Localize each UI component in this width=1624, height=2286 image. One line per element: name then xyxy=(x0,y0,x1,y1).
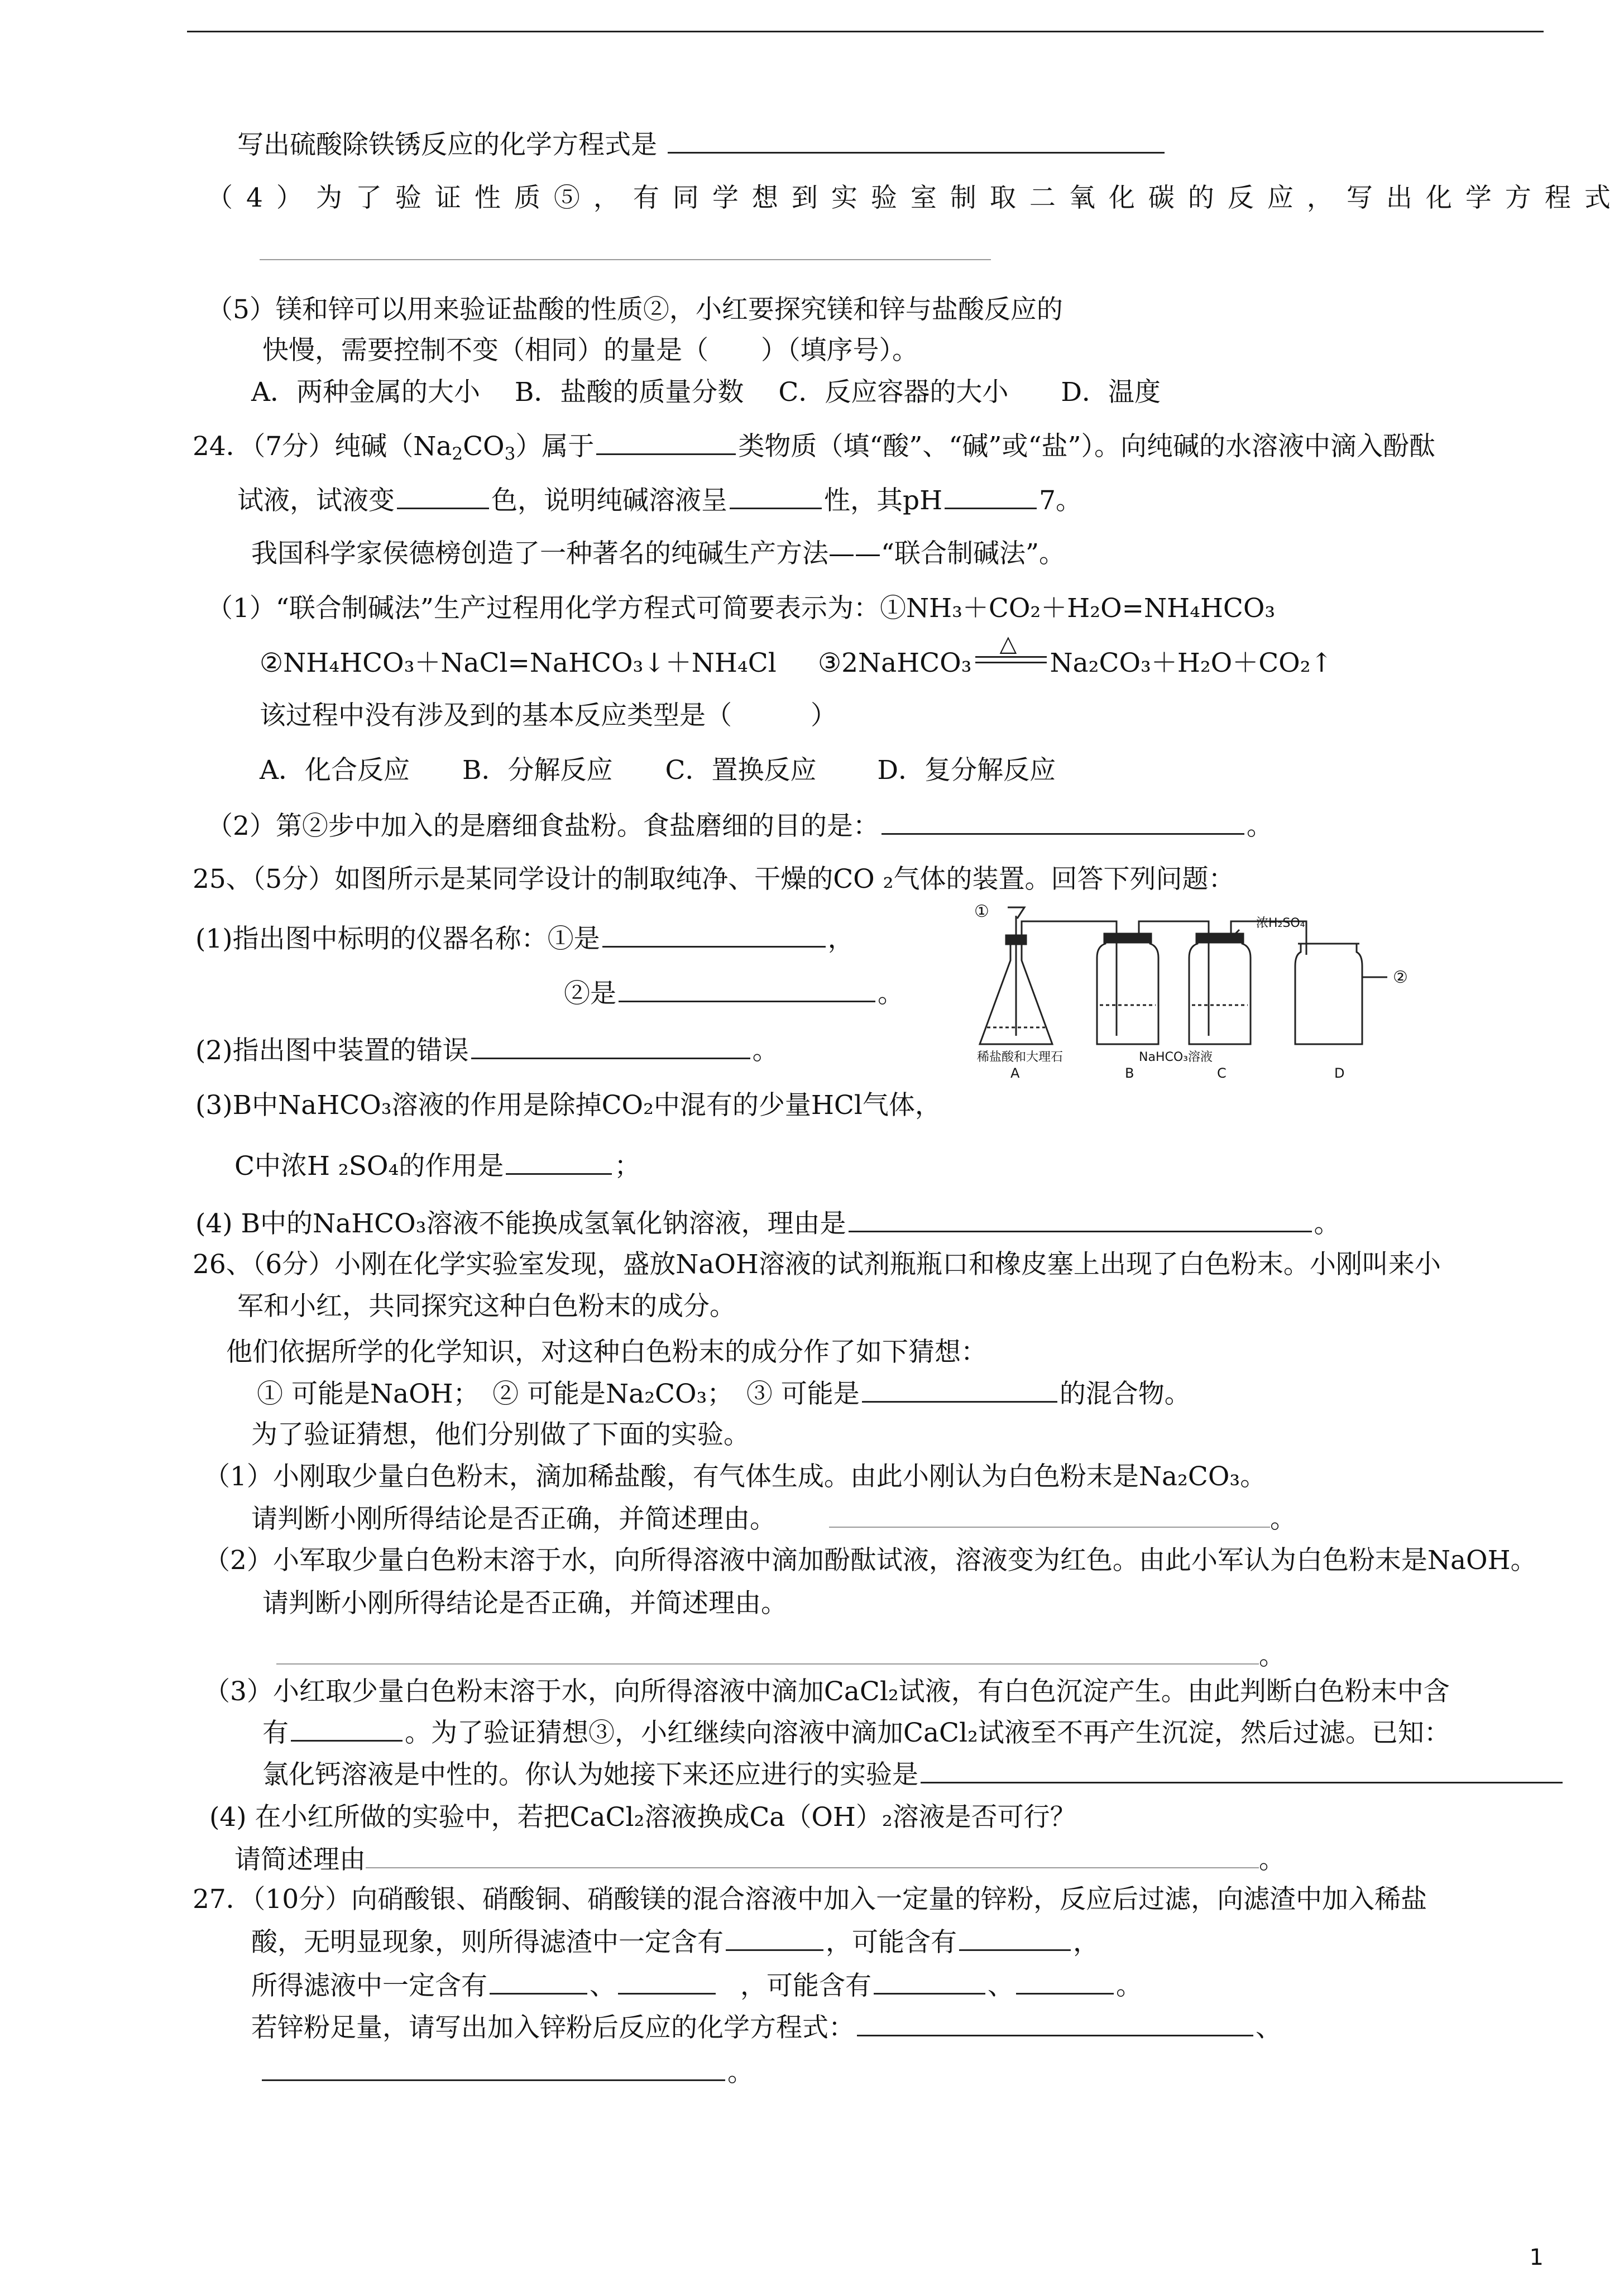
answer-blank[interactable] xyxy=(849,1206,1312,1232)
q24-text: 性，其pH xyxy=(824,485,943,516)
q24-text: 7。 xyxy=(1039,485,1082,516)
answer-blank[interactable] xyxy=(471,1033,750,1059)
caption-a: 稀盐酸和大理石 xyxy=(977,1050,1063,1064)
q27-text: 、 xyxy=(1256,2012,1282,2043)
q25-text: (1)指出图中标明的仪器名称：①是 xyxy=(195,924,600,954)
q27-text: 若锌粉足量，请写出加入锌粉后反应的化学方程式： xyxy=(251,2012,855,2043)
q26-text: 请判断小刚所得结论是否正确，并简述理由。 xyxy=(251,1504,776,1534)
q24-text: CO xyxy=(463,431,505,462)
q23-p4-blank-line xyxy=(260,235,991,269)
answer-blank[interactable] xyxy=(596,429,736,455)
q27-line5: 。 xyxy=(260,2055,754,2089)
answer-blank[interactable] xyxy=(726,1925,823,1951)
gas-jar-d xyxy=(1295,944,1387,1044)
q23-p4: （4）为了验证性质⑤，有同学想到实验室制取二氧化碳的反应，写出化学方程式 xyxy=(207,183,1624,213)
heat-equals-sign xyxy=(972,631,1050,673)
flask-a xyxy=(980,907,1066,1044)
q26-line14: 请简述理由 。 xyxy=(234,1843,1285,1877)
answer-blank[interactable] xyxy=(959,1925,1071,1951)
q25-text: C中浓H ₂SO₄的作用是 xyxy=(234,1151,504,1182)
letter-b: B xyxy=(1125,1065,1134,1081)
answer-blank[interactable] xyxy=(490,1968,587,1995)
q26-line12 xyxy=(262,1757,1565,1792)
q25-title: 25、（5分）如图所示是某同学设计的制取纯净、干燥的CO ₂气体的装置。回答下列问题： xyxy=(193,864,1235,895)
q24-equation3 xyxy=(818,631,1333,680)
q24-text: 24．（7分）纯碱（Na xyxy=(193,431,452,462)
q26-text: ① 可能是NaOH； ② 可能是Na₂CO₃； ③ 可能是 xyxy=(257,1379,860,1409)
q24-text: 试液，试液变 xyxy=(237,485,395,516)
answer-blank[interactable] xyxy=(862,1376,1057,1403)
q26-line13: (4) 在小红所做的实验中，若把CaCl₂溶液换成Ca（OH）₂溶液是否可行？ xyxy=(209,1802,1076,1833)
q26-line10: （3）小红取少量白色粉末溶于水，向所得溶液中滴加CaCl₂试液，有白色沉淀产生。由此判断白色粉末中含 xyxy=(204,1676,1450,1707)
bottle-b xyxy=(1066,921,1189,1044)
q24-text: （2）第②步中加入的是磨细食盐粉。食盐磨细的目的是： xyxy=(207,811,879,841)
q25-p4: (4) B中的NaHCO₃溶液不能换成氢氧化钠溶液，理由是 。 xyxy=(195,1206,1340,1241)
q25-p3b: C中浓H ₂SO₄的作用是 ； xyxy=(234,1149,640,1183)
answer-blank[interactable] xyxy=(857,2010,1253,2036)
q26-line5: 为了验证猜想，他们分别做了下面的实验。 xyxy=(251,1419,750,1450)
q27-line2: 酸，无明显现象，则所得滤渣中一定含有 ，可能含有 ， xyxy=(251,1925,1099,1959)
answer-blank[interactable] xyxy=(882,809,1244,835)
q26-line4 xyxy=(257,1376,1191,1411)
answer-blank[interactable] xyxy=(921,1757,1563,1783)
answer-blank[interactable] xyxy=(366,1843,1259,1868)
q24-equation2: ②NH₄HCO₃＋NaCl=NaHCO₃↓＋NH₄Cl xyxy=(260,648,777,678)
q26-line1: 26、（6分）小刚在化学实验室发现，盛放NaOH溶液的试剂瓶瓶口和橡皮塞上出现了白色粉末。小刚叫来小 xyxy=(193,1249,1441,1280)
q26-line6: （1）小刚取少量白色粉末，滴加稀盐酸，有气体生成。由此小刚认为白色粉末是Na₂CO₃。 xyxy=(204,1461,1267,1492)
q26-line2: 军和小红，共同探究这种白色粉末的成分。 xyxy=(237,1291,736,1322)
answer-blank[interactable] xyxy=(1016,1968,1114,1995)
q24-line6: 该过程中没有涉及到的基本反应类型是（ ） xyxy=(260,700,837,731)
q27-text: 所得滤液中一定含有 xyxy=(251,1971,487,2001)
answer-blank[interactable] xyxy=(262,2055,725,2081)
q25-p1b: ②是 。 xyxy=(564,976,904,1011)
q25-text: (2)指出图中装置的错误 xyxy=(195,1035,469,1066)
bottle-c xyxy=(1189,921,1306,1044)
answer-blank[interactable] xyxy=(945,483,1037,509)
q24-text: Na₂CO₃＋H₂O＋CO₂↑ xyxy=(1050,648,1333,678)
answer-blank[interactable] xyxy=(829,1502,1270,1528)
q26-line11 xyxy=(262,1715,1450,1750)
q27-line4 xyxy=(251,2010,1282,2045)
q26-text: 的混合物。 xyxy=(1059,1379,1191,1409)
answer-blank[interactable] xyxy=(276,1639,1259,1665)
q27-text: ，可能含有 xyxy=(740,1971,871,2001)
q25-p3a: (3)B中NaHCO₃溶液的作用是除掉CO₂中混有的少量HCl气体， xyxy=(195,1090,941,1121)
q26-line9-blank: 。 xyxy=(276,1639,1285,1673)
answer-blank[interactable] xyxy=(730,483,822,509)
letter-a: A xyxy=(1010,1065,1020,1081)
q26-line8: （2）小军取少量白色粉末溶于水，向所得溶液中滴加酚酞试液，溶液变为红色。由此小军认为白色粉末是NaOH。 xyxy=(204,1545,1537,1576)
caption-b: NaHCO₃溶液 xyxy=(1139,1050,1213,1064)
co2-apparatus-diagram xyxy=(974,902,1418,1089)
answer-blank[interactable] xyxy=(260,235,991,260)
q26-line7: 请判断小刚所得结论是否正确，并简述理由。 。 xyxy=(251,1502,1296,1536)
q23-sulfuric-line xyxy=(237,127,1167,162)
letter-c: C xyxy=(1217,1065,1227,1081)
q27-line3: 所得滤液中一定含有 、 ，可能含有 、 。 xyxy=(251,1968,1142,2003)
q24-text: 类物质（填“酸”、“碱”或“盐”）。向纯碱的水溶液中滴入酚酞 xyxy=(738,431,1435,462)
q24-line1: 24．（7分）纯碱$(Na_2CO_3)$属于 类物质（填“酸”、“碱”或“盐”）。向纯碱的水溶液中滴入酚酞 xyxy=(193,429,1435,463)
heat-triangle-icon: △ xyxy=(999,631,1017,657)
q26-text: 请简述理由 xyxy=(234,1844,366,1875)
page-number: 1 xyxy=(1529,2245,1544,2270)
q23-sulfuric-text: 写出硫酸除铁锈反应的化学方程式是 xyxy=(237,130,657,160)
q27-text: 、 xyxy=(988,1971,1014,2001)
q24-line2 xyxy=(237,483,1082,518)
answer-blank[interactable] xyxy=(291,1715,403,1742)
q27-line1: 27．（10分）向硝酸银、硝酸铜、硝酸镁的混合溶液中加入一定量的锌粉，反应后过滤，向滤渣中加入稀盐 xyxy=(193,1884,1427,1915)
q24-text: ③2NaHCO₃ xyxy=(818,648,972,678)
conc-h2so4-label: 浓H₂SO₄ xyxy=(1256,916,1305,930)
q24-text: 色，说明纯碱溶液呈 xyxy=(491,485,727,516)
label-2: ② xyxy=(1393,968,1408,987)
q24-line7: A．化合反应 B．分解反应 C．置换反应 D．复分解反应 xyxy=(260,755,1056,786)
answer-blank[interactable] xyxy=(874,1968,985,1995)
answer-blank[interactable] xyxy=(397,483,489,509)
q26-line9: 请判断小刚所得结论是否正确，并简述理由。 xyxy=(262,1588,787,1619)
answer-blank[interactable] xyxy=(668,127,1165,154)
q25-text: ②是 xyxy=(564,978,616,1009)
q25-p1a: (1)指出图中标明的仪器名称：①是 ， xyxy=(195,921,854,956)
q26-text: 。为了验证猜想③，小红继续向溶液中滴加CaCl₂试液至不再产生沉淀，然后过滤。已知： xyxy=(405,1718,1450,1748)
q27-text: 、 xyxy=(590,1971,616,2001)
q26-line3: 他们依据所学的化学知识，对这种白色粉末的成分作了如下猜想： xyxy=(226,1337,987,1367)
answer-blank[interactable] xyxy=(506,1149,612,1175)
q27-text: 酸，无明显现象，则所得滤渣中一定含有 xyxy=(251,1927,724,1958)
q26-text: 氯化钙溶液是中性的。你认为她接下来还应进行的实验是 xyxy=(262,1759,918,1790)
q25-p2: (2)指出图中装置的错误 。 xyxy=(195,1033,779,1068)
q23-p5-a: （5）镁和锌可以用来验证盐酸的性质②，小红要探究镁和锌与盐酸反应的 xyxy=(207,294,1063,325)
q24-line4: （1）“联合制碱法”生产过程用化学方程式可简要表示为：①NH₃＋CO₂＋H₂O=NH₄HCO₃ xyxy=(207,593,1276,624)
q23-p5-b: 快慢，需要控制不变（相同）的量是（ ）（填序号）。 xyxy=(262,335,918,366)
letter-d: D xyxy=(1334,1065,1345,1081)
q25-text: (4) B中的NaHCO₃溶液不能换成氢氧化钠溶液，理由是 xyxy=(195,1208,846,1239)
q24-line3: 我国科学家侯德榜创造了一种著名的纯碱生产方法——“联合制碱法”。 xyxy=(251,538,1066,569)
answer-blank[interactable] xyxy=(602,921,826,948)
header-rule xyxy=(187,31,1544,32)
answer-blank[interactable] xyxy=(619,976,875,1002)
q24-line8: （2）第②步中加入的是磨细食盐粉。食盐磨细的目的是： 。 xyxy=(207,809,1273,843)
label-1: ① xyxy=(974,902,989,921)
q27-text: ，可能含有 xyxy=(826,1927,957,1958)
q26-text: 有 xyxy=(262,1718,289,1748)
q23-p5-options: A．两种金属的大小 B．盐酸的质量分数 C．反应容器的大小 D．温度 xyxy=(251,377,1161,408)
q24-text: ）属于 xyxy=(515,431,595,462)
answer-blank[interactable] xyxy=(618,1968,716,1995)
